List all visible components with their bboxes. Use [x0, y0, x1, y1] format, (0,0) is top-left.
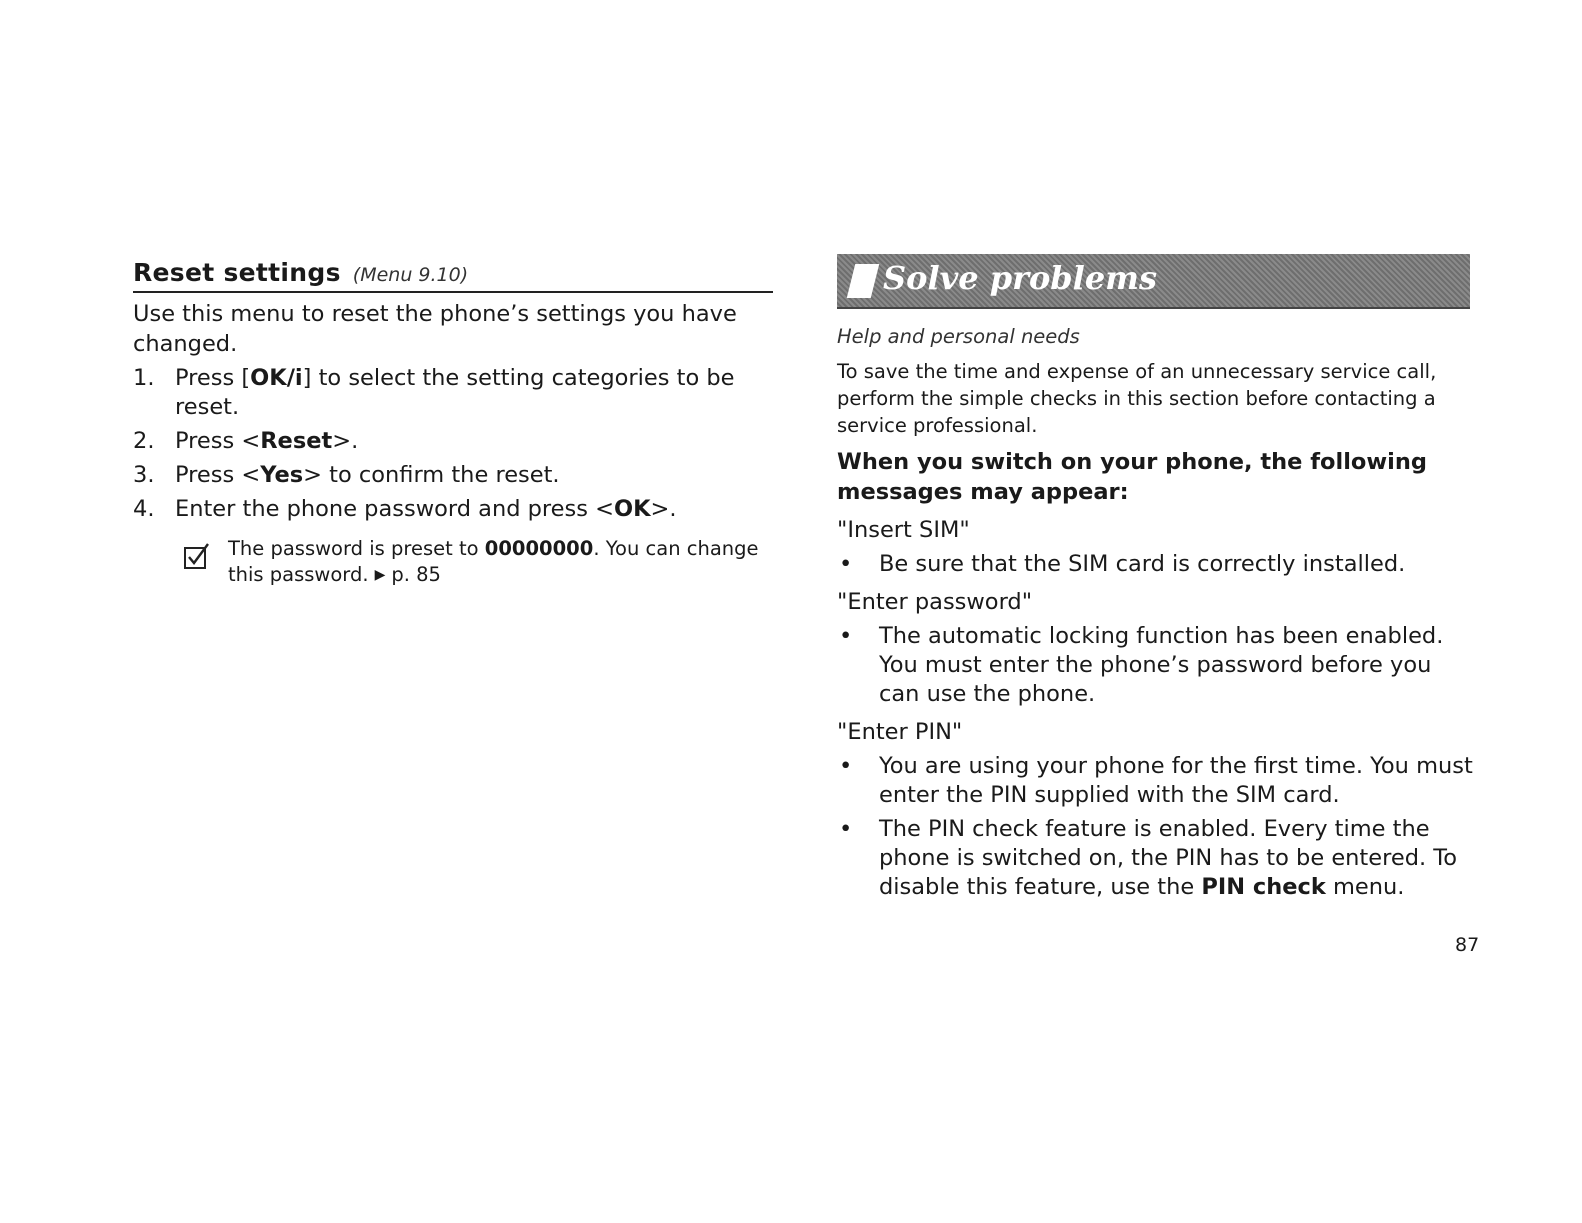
bullet-text: You are using your phone for the first time. You must enter the PIN supplied with the SIM card.: [879, 753, 1473, 808]
step-text: Enter the phone password and press <OK>.: [175, 496, 677, 522]
step-item: [133, 495, 773, 524]
ok-key-label: OK/i: [250, 365, 303, 391]
note-text: The password is preset to 00000000. You can change this password. ▶ p. 85: [228, 537, 759, 586]
reset-key-label: Reset: [260, 428, 333, 454]
bullet-text: The PIN check feature is enabled. Every time the phone is switched on, the PIN has to be entered. To disable this feature, use the PIN check menu.: [879, 816, 1457, 900]
section-intro: To save the time and expense of an unnecessary service call, perform the simple checks in this section before contacting a service professional.: [837, 360, 1437, 437]
step-item: [133, 461, 773, 490]
reset-settings-section: [133, 258, 773, 588]
default-password: 00000000: [484, 537, 594, 560]
bullet-item: [837, 815, 1477, 902]
messages-heading: When you switch on your phone, the following messages may appear:: [837, 449, 1427, 505]
section-title: Reset settings: [133, 258, 341, 287]
section-heading: [133, 258, 773, 293]
bullet-icon: •: [839, 816, 853, 842]
section-subheading: Help and personal needs: [837, 325, 1080, 348]
step-item: [133, 427, 773, 456]
message-label: "Enter password": [837, 589, 1033, 615]
solve-problems-section: [837, 254, 1477, 902]
ok-key-label: OK: [613, 496, 651, 522]
menu-reference: (Menu 9.10): [352, 264, 469, 286]
bullet-icon: •: [839, 623, 853, 649]
bullet-icon: •: [839, 551, 853, 577]
bullet-icon: •: [839, 753, 853, 779]
message-label: "Enter PIN": [837, 719, 963, 745]
note-box: [183, 536, 773, 588]
page-number: 87: [1455, 934, 1480, 956]
checkbox-note-icon: [183, 542, 211, 570]
step-number: 1.: [133, 365, 155, 391]
bullet-text: The automatic locking function has been enabled. You must enter the phone’s password before you can use the phone.: [879, 623, 1444, 707]
step-number: 2.: [133, 428, 155, 454]
step-item: [133, 364, 773, 422]
step-text: Press <Reset>.: [175, 428, 359, 454]
steps-list: [133, 364, 773, 524]
step-text: Press <Yes> to confirm the reset.: [175, 462, 560, 488]
step-text: Press [OK/i] to select the setting categories to be reset.: [175, 365, 735, 420]
bullet-text: Be sure that the SIM card is correctly installed.: [879, 551, 1406, 577]
banner-mark-icon: [847, 264, 879, 298]
bullet-item: [837, 752, 1477, 810]
message-label: "Insert SIM": [837, 517, 970, 543]
yes-key-label: Yes: [260, 462, 304, 488]
step-number: 4.: [133, 496, 155, 522]
banner-title: Solve problems: [883, 259, 1158, 297]
bullet-item: [837, 550, 1477, 579]
pin-check-menu-name: PIN check: [1201, 874, 1326, 900]
section-intro: Use this menu to reset the phone’s settings you have changed.: [133, 301, 737, 357]
page-reference-arrow-icon: ▶: [374, 567, 386, 583]
bullet-item: [837, 622, 1477, 709]
step-number: 3.: [133, 462, 155, 488]
page-reference[interactable]: p. 85: [391, 563, 441, 586]
chapter-banner: [837, 254, 1470, 309]
